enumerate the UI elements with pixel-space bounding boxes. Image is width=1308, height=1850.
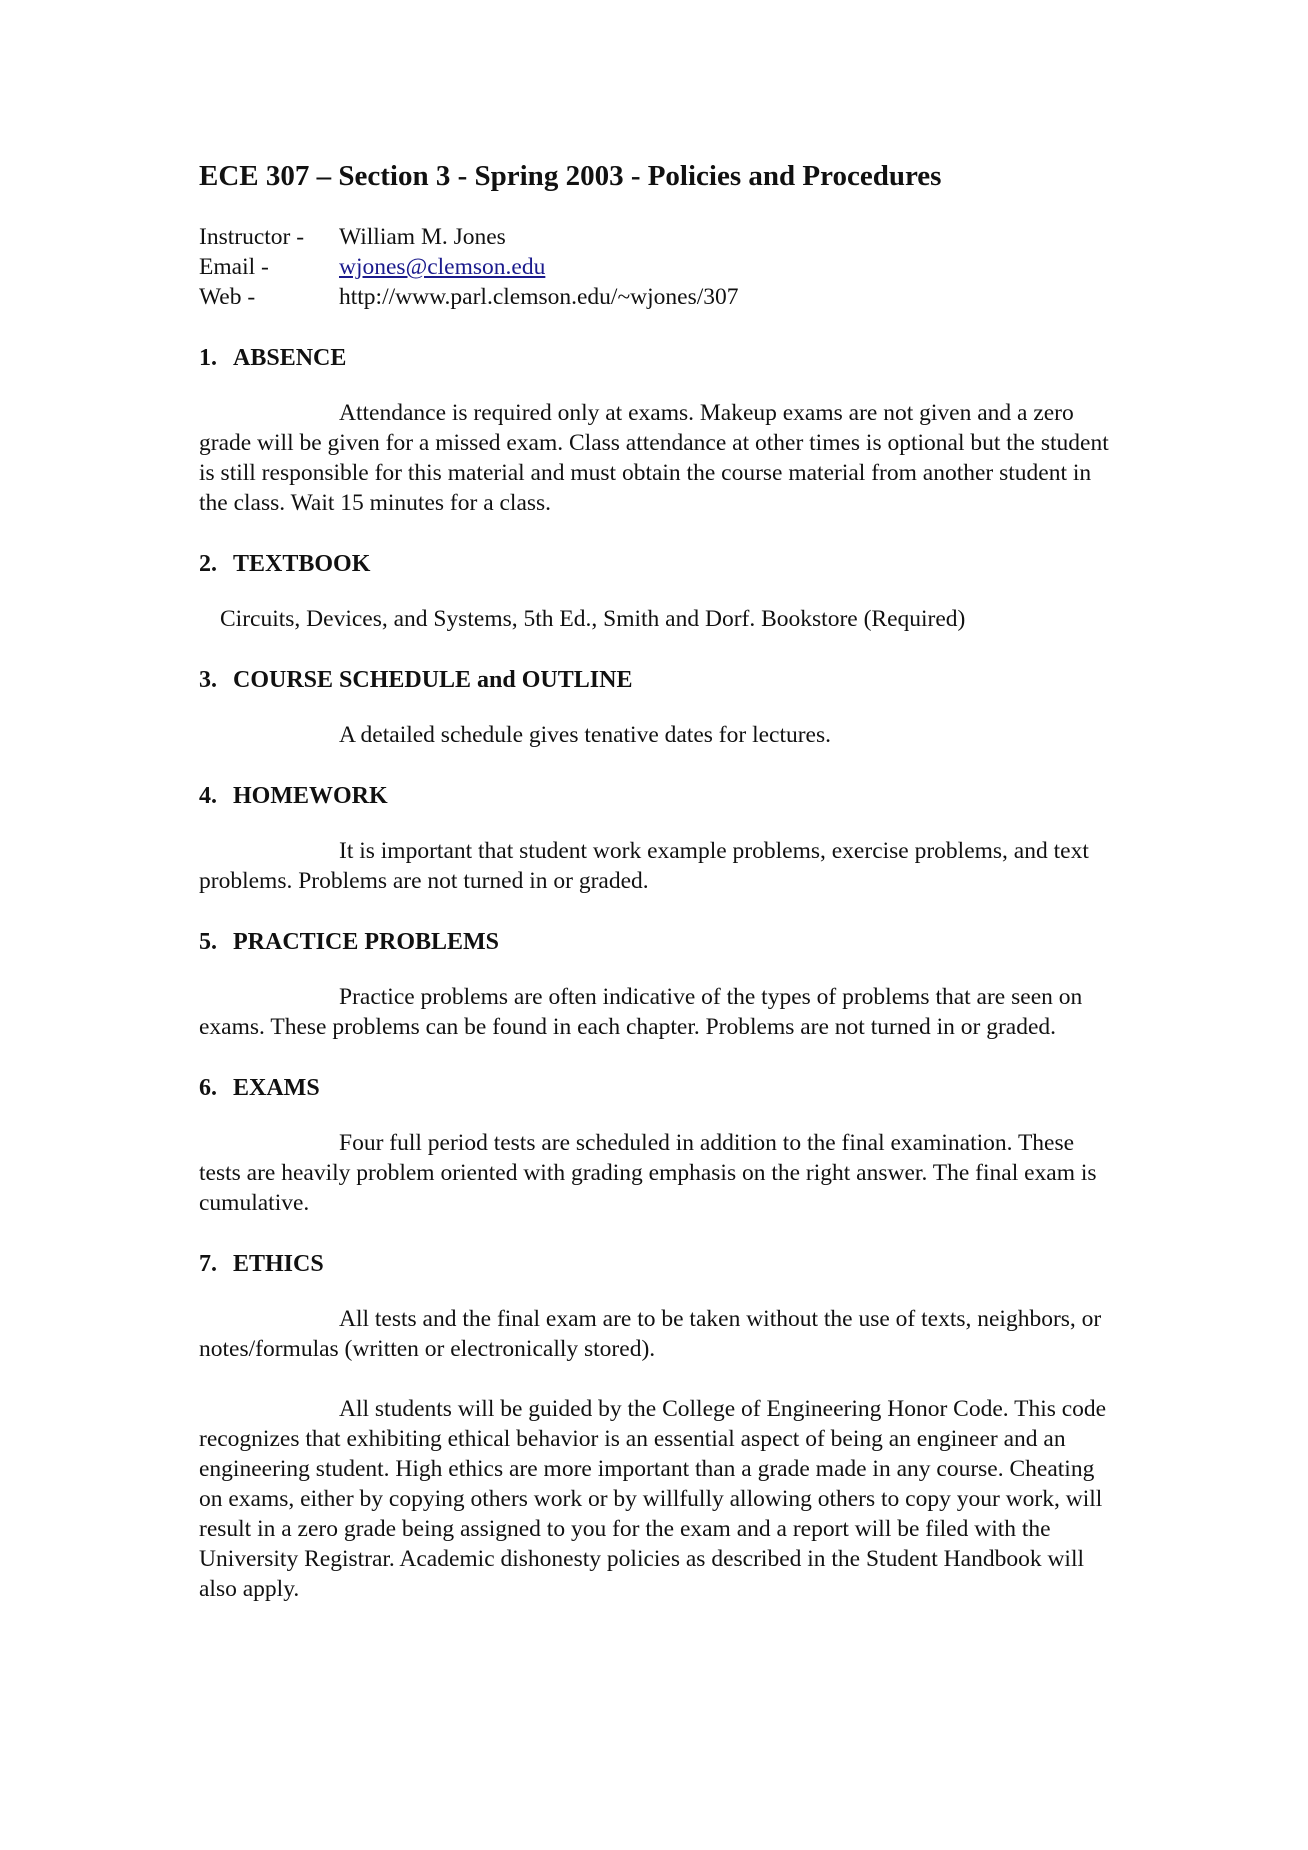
section-paragraph: All tests and the final exam are to be taken without the use of texts, neighbors, or notes/formulas (written or electronically stored). bbox=[199, 1306, 1102, 1362]
section-heading bbox=[199, 1248, 1159, 1280]
instructor-name: William M. Jones bbox=[339, 224, 506, 250]
section-paragraph: Practice problems are often indicative of the types of problems that are seen on exams. These problems can be found in each chapter. Problems are not turned in or graded. bbox=[199, 984, 1083, 1040]
section-paragraph: A detailed schedule gives tenative dates for lectures. bbox=[339, 722, 832, 748]
email-row bbox=[199, 252, 1159, 282]
section-heading bbox=[199, 780, 1159, 812]
section-number: 5. bbox=[199, 929, 217, 955]
section-homework bbox=[199, 780, 1159, 896]
section-title: TEXTBOOK bbox=[233, 551, 371, 577]
section-heading bbox=[199, 1072, 1159, 1104]
section-course-schedule bbox=[199, 664, 1159, 750]
section-number: 7. bbox=[199, 1251, 217, 1277]
email-link[interactable]: wjones@clemson.edu bbox=[339, 254, 546, 280]
web-row bbox=[199, 282, 1159, 312]
section-heading bbox=[199, 664, 1159, 696]
section-ethics bbox=[199, 1248, 1159, 1604]
document-page bbox=[199, 158, 1159, 1634]
web-address: http://www.parl.clemson.edu/~wjones/307 bbox=[339, 284, 739, 310]
section-title: ETHICS bbox=[233, 1251, 324, 1277]
textbook-citation: Circuits, Devices, and Systems, 5th Ed., Smith and Dorf. Bookstore (Required) bbox=[220, 606, 966, 632]
section-title: COURSE SCHEDULE and OUTLINE bbox=[233, 667, 633, 693]
section-absence bbox=[199, 342, 1159, 518]
section-paragraph: It is important that student work example problems, exercise problems, and text problems. Problems are not turned in or graded. bbox=[199, 838, 1089, 894]
section-title: PRACTICE PROBLEMS bbox=[233, 929, 500, 955]
section-number: 4. bbox=[199, 783, 217, 809]
section-title: ABSENCE bbox=[233, 345, 347, 371]
instructor-row bbox=[199, 222, 1159, 252]
section-heading bbox=[199, 926, 1159, 958]
document-title: ECE 307 – Section 3 - Spring 2003 - Policies and Procedures bbox=[199, 160, 942, 192]
section-title: HOMEWORK bbox=[233, 783, 388, 809]
section-paragraph: Attendance is required only at exams. Makeup exams are not given and a zero grade will be given for a missed exam. Class attendance at other times is optional but the student is still responsible for this material and must obtain the course material from another student in the class. Wait 15 minutes for a class. bbox=[199, 400, 1109, 516]
section-heading bbox=[199, 342, 1159, 374]
section-heading bbox=[199, 548, 1159, 580]
section-number: 1. bbox=[199, 345, 217, 371]
instructor-label: Instructor - bbox=[199, 224, 305, 250]
section-number: 3. bbox=[199, 667, 217, 693]
section-paragraph: All students will be guided by the College of Engineering Honor Code. This code recognizes that exhibiting ethical behavior is an essential aspect of being an engineer and an engineering student. High ethics are more important than a grade made in any course. Cheating on exams, either by copying others work or by willfully allowing others to copy your work, will result in a zero grade being assigned to you for the exam and a report will be filed with the University Registrar. Academic dishonesty policies as described in the Student Handbook will also apply. bbox=[199, 1396, 1107, 1602]
section-textbook bbox=[199, 548, 1159, 634]
section-number: 6. bbox=[199, 1075, 217, 1101]
section-title: EXAMS bbox=[233, 1075, 320, 1101]
email-label: Email - bbox=[199, 254, 269, 280]
section-practice-problems bbox=[199, 926, 1159, 1042]
section-paragraph: Four full period tests are scheduled in addition to the final examination. These tests are heavily problem oriented with grading emphasis on the right answer. The final exam is cumulative. bbox=[199, 1130, 1097, 1216]
instructor-info bbox=[199, 222, 1159, 312]
section-exams bbox=[199, 1072, 1159, 1218]
section-number: 2. bbox=[199, 551, 217, 577]
web-label: Web - bbox=[199, 284, 256, 310]
